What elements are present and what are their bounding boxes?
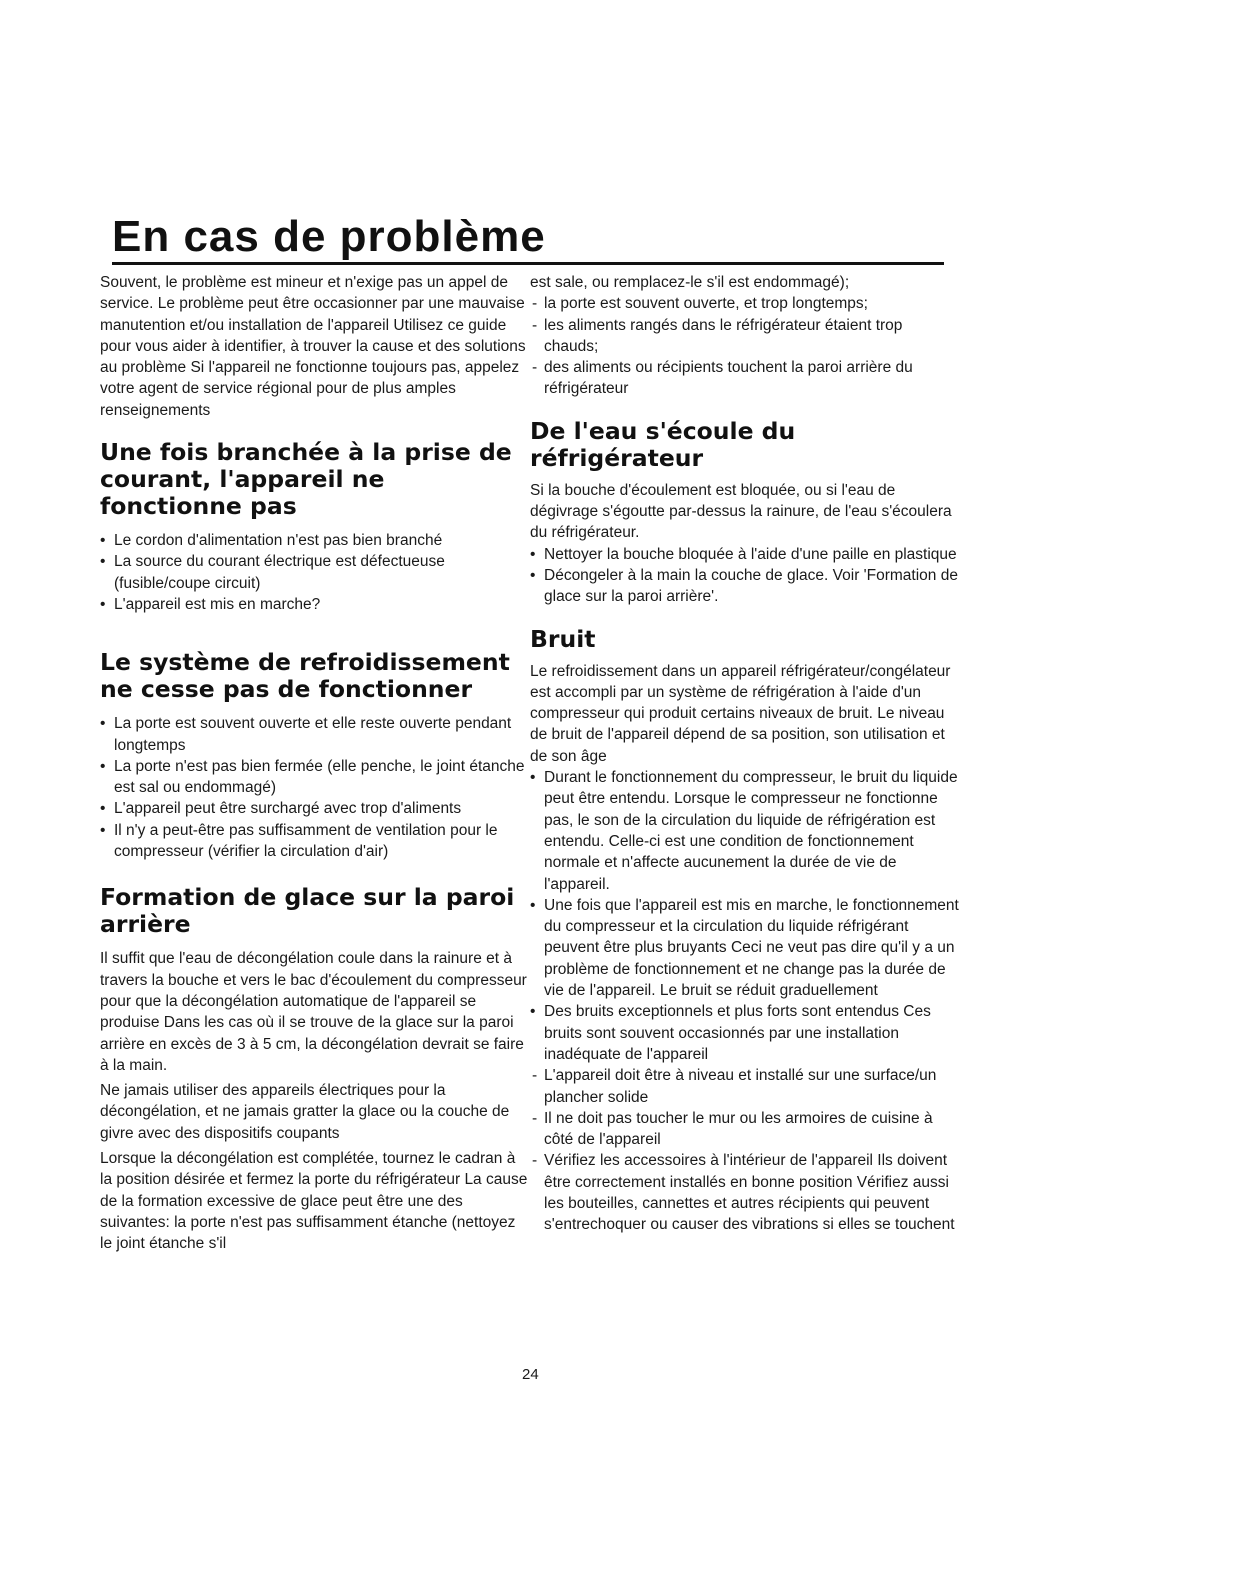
list-no-power: [100, 530, 530, 615]
water-intro: Si la bouche d'écoulement est bloquée, ou si l'eau de dégivrage s'égoutte par-dessus la rainure, de l'eau s'écoulera du réfrigérateur.: [530, 481, 952, 542]
list-item: • La porte n'est pas bien fermée (elle penche, le joint étanche est sal ou endommagé): [100, 756, 530, 799]
left-column: [100, 272, 530, 1255]
noise-intro: Le refroidissement dans un appareil réfrigérateur/congélateur est accompli par un système de réfrigération à l'aide d'un compresseur qui produit certains niveaux de bruit. Le niveau de bruit de l'appareil dépend de sa position, son utilisation et de son âge: [530, 662, 951, 765]
list-ice-causes: [530, 293, 960, 399]
ice-continuation: est sale, ou remplacez-le s'il est endommagé);: [530, 274, 850, 291]
ice-paragraph-1: Il suffit que l'eau de décongélation coule dans la rainure et à travers la bouche et vers le bac d'écoulement du compresseur pour que la décongélation automatique de l'appareil se produise Dans les cas où il se trouve de la glace sur la paroi arrière en excès de 3 à 5 cm, la décongélation devrait se faire à la main.: [100, 950, 527, 1074]
list-item: - Vérifiez les accessoires à l'intérieur de l'appareil Ils doivent être correctement installés en bonne position Vérifiez aussi les bouteilles, cannettes et autres récipients qui peuvent s'entrechoquer ou causer des vibrations si elles se touchent: [530, 1150, 960, 1235]
list-item: • Nettoyer la bouche bloquée à l'aide d'une paille en plastique: [530, 544, 960, 565]
intro-paragraph: Souvent, le problème est mineur et n'exige pas un appel de service. Le problème peut être occasionner par une mauvaise manutention et/ou installation de l'appareil Utilisez ce guide pour vous aider à identifier, à trouver la cause et des solutions au problème Si l'appareil ne fonctionne toujours pas, appelez votre agent de service régional pour de plus amples renseignements: [100, 274, 526, 419]
list-cooling-nonstop: [100, 713, 530, 862]
list-item: • Une fois que l'appareil est mis en marche, le fonctionnement du compresseur et la circulation du liquide réfrigérant peuvent être plus bruyants Ceci ne veut pas dire qu'il y a un problème de fonctionnement et ne change pas la durée de vie de l'appareil. Le bruit se réduit graduellement: [530, 895, 960, 1001]
list-water-leak: [530, 544, 960, 608]
list-item: - L'appareil doit être à niveau et installé sur une surface/un plancher solide: [530, 1065, 960, 1108]
list-item: - des aliments ou récipients touchent la paroi arrière du réfrigérateur: [530, 357, 960, 400]
page-number: 24: [522, 1366, 539, 1383]
list-item: • La porte est souvent ouverte et elle reste ouverte pendant longtemps: [100, 713, 530, 756]
heading-noise: Bruit: [530, 624, 596, 653]
title-rule: [112, 262, 944, 265]
ice-paragraph-2: Ne jamais utiliser des appareils électriques pour la décongélation, et ne jamais gratter la glace ou la couche de givre avec des dispositifs coupants: [100, 1082, 510, 1142]
heading-ice-formation: Formation de glace sur la paroi arrière: [100, 883, 515, 939]
list-item: - Il ne doit pas toucher le mur ou les armoires de cuisine à côté de l'appareil: [530, 1108, 960, 1151]
heading-no-power: Une fois branchée à la prise de courant, l'appareil ne fonctionne pas: [100, 438, 512, 521]
list-item: • La source du courant électrique est défectueuse (fusible/coupe circuit): [100, 551, 530, 594]
heading-water-leak: De l'eau s'écoule du réfrigérateur: [530, 416, 796, 472]
list-item: - la porte est souvent ouverte, et trop longtemps;: [530, 293, 960, 314]
page-title: En cas de problème: [112, 212, 546, 261]
list-item: • Le cordon d'alimentation n'est pas bien branché: [100, 530, 530, 551]
right-column: [530, 272, 960, 1236]
list-item: • L'appareil peut être surchargé avec trop d'aliments: [100, 798, 530, 819]
list-noise: [530, 767, 960, 1236]
list-item: • Décongeler à la main la couche de glace. Voir 'Formation de glace sur la paroi arrière'.: [530, 565, 960, 608]
list-item: • L'appareil est mis en marche?: [100, 594, 530, 615]
list-item: - les aliments rangés dans le réfrigérateur étaient trop chauds;: [530, 315, 960, 358]
ice-paragraph-3: Lorsque la décongélation est complétée, tournez le cadran à la position désirée et fermez la porte du réfrigérateur La cause de la formation excessive de glace peut être une des suivantes: la porte n'est pas suffisamment étanche (nettoyez le joint étanche s'il: [100, 1150, 528, 1253]
list-item: • Durant le fonctionnement du compresseur, le bruit du liquide peut être entendu. Lorsque le compresseur ne fonctionne pas, le son de la circulation du liquide de réfrigération est entendu. Celle-ci est une condition de fonctionnement normale et n'affecte aucunement la durée de vie de l'appareil.: [530, 767, 960, 895]
list-item: • Des bruits exceptionnels et plus forts sont entendus Ces bruits sont souvent occasionnés par une installation inadéquate de l'appareil: [530, 1001, 960, 1065]
heading-cooling-nonstop: Le système de refroidissement ne cesse pas de fonctionner: [100, 648, 510, 704]
list-item: • Il n'y a peut-être pas suffisamment de ventilation pour le compresseur (vérifier la circulation d'air): [100, 820, 530, 863]
